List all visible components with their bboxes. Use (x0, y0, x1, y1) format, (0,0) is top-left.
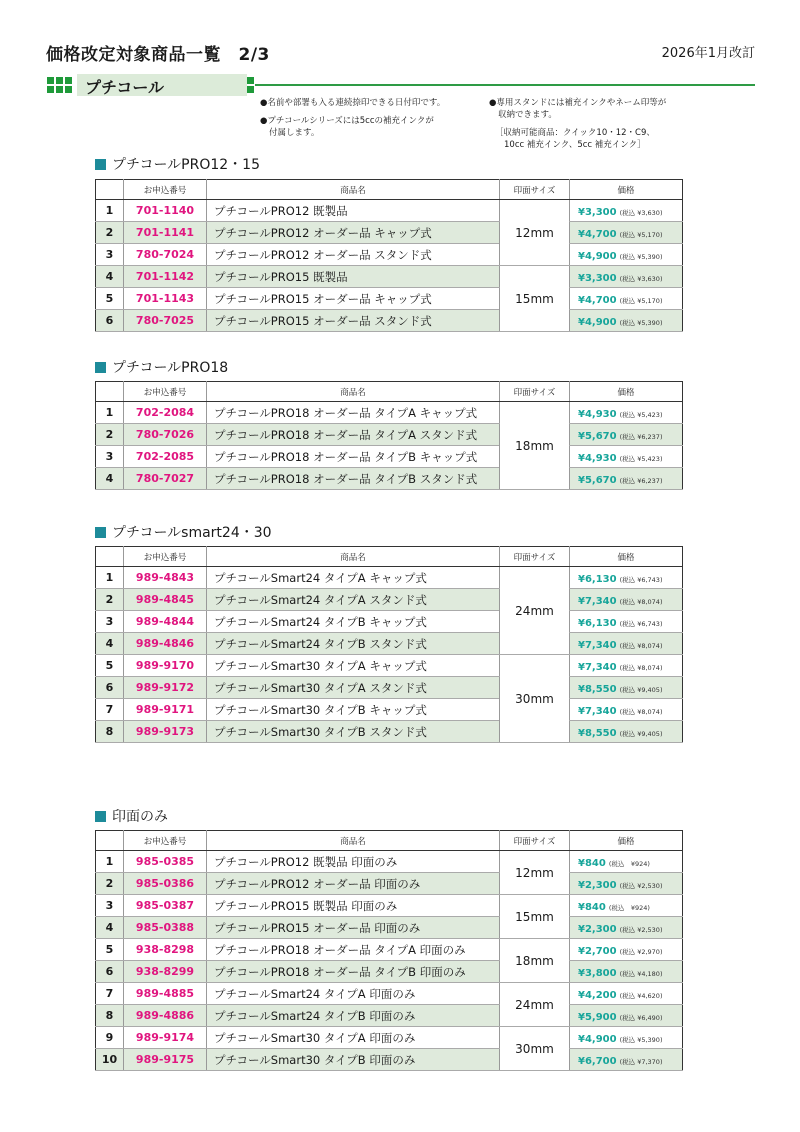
note-line: ●専用スタンドには補充インクやネーム印等が (489, 98, 667, 108)
order-code: 780-7024 (124, 244, 207, 266)
product-name: プチコールSmart24 タイプA 印面のみ (207, 983, 500, 1005)
price-cell (570, 677, 683, 699)
row-number: 4 (96, 633, 124, 655)
table-row (96, 402, 683, 424)
price-cell (570, 721, 683, 743)
col-price-header: 価格 (570, 831, 683, 851)
print-size: 12mm (500, 851, 570, 895)
price-value: ¥6,700 (578, 1055, 617, 1067)
row-number: 3 (96, 244, 124, 266)
table-row (96, 677, 683, 699)
order-code: 989-4844 (124, 611, 207, 633)
print-size: 18mm (500, 402, 570, 490)
price-value: ¥4,930 (578, 452, 617, 464)
col-code-header: お申込番号 (124, 382, 207, 402)
col-size-header: 印面サイズ (500, 382, 570, 402)
price-tax-included: (税込 ¥6,743) (619, 575, 663, 584)
price-cell (570, 611, 683, 633)
product-name: プチコールPRO12 既製品 印面のみ (207, 851, 500, 873)
price-cell (570, 200, 683, 222)
product-name: プチコールPRO15 オーダー品 スタンド式 (207, 310, 500, 332)
table-row (96, 633, 683, 655)
price-cell (570, 222, 683, 244)
section-label-box (77, 74, 247, 96)
row-number: 1 (96, 402, 124, 424)
price-tax-included: (税込 ¥9,405) (619, 685, 663, 694)
price-value: ¥4,200 (578, 989, 617, 1001)
price-cell (570, 567, 683, 589)
order-code: 985-0386 (124, 873, 207, 895)
print-size: 18mm (500, 939, 570, 983)
price-tax-included: (税込 ¥5,170) (619, 230, 663, 239)
price-tax-included: (税込 ¥8,074) (619, 597, 663, 606)
price-cell (570, 1049, 683, 1071)
price-tax-included: (税込 ¥924) (608, 859, 650, 868)
table-row (96, 424, 683, 446)
price-value: ¥2,300 (578, 923, 617, 935)
order-code: 989-9175 (124, 1049, 207, 1071)
price-tax-included: (税込 ¥2,530) (619, 925, 663, 934)
price-cell (570, 917, 683, 939)
price-tax-included: (税込 ¥5,423) (619, 454, 663, 463)
order-code: 702-2084 (124, 402, 207, 424)
price-value: ¥840 (578, 901, 606, 913)
table-row (96, 310, 683, 332)
table-title: プチコールsmart24・30 (112, 525, 272, 541)
row-number: 7 (96, 983, 124, 1005)
price-cell (570, 983, 683, 1005)
col-price-header: 価格 (570, 382, 683, 402)
price-value: ¥3,800 (578, 967, 617, 979)
row-number: 2 (96, 589, 124, 611)
price-value: ¥6,130 (578, 617, 617, 629)
price-value: ¥8,550 (578, 683, 617, 695)
print-size: 12mm (500, 200, 570, 266)
product-name: プチコールSmart24 タイプB 印面のみ (207, 1005, 500, 1027)
product-name: プチコールPRO15 オーダー品 印面のみ (207, 917, 500, 939)
price-value: ¥7,340 (578, 639, 617, 651)
heading-square-icon (95, 362, 106, 373)
print-size: 30mm (500, 1027, 570, 1071)
table-row (96, 589, 683, 611)
order-code: 780-7027 (124, 468, 207, 490)
table-row (96, 222, 683, 244)
product-name: プチコールSmart24 タイプA スタンド式 (207, 589, 500, 611)
price-value: ¥3,300 (578, 206, 617, 218)
table-row (96, 1027, 683, 1049)
order-code: 780-7025 (124, 310, 207, 332)
order-code: 780-7026 (124, 424, 207, 446)
order-code: 989-4843 (124, 567, 207, 589)
price-cell (570, 446, 683, 468)
price-cell (570, 402, 683, 424)
price-cell (570, 895, 683, 917)
table-row (96, 288, 683, 310)
price-cell (570, 851, 683, 873)
col-size-header: 印面サイズ (500, 831, 570, 851)
price-tax-included: (税込 ¥3,630) (619, 208, 663, 217)
print-size: 15mm (500, 895, 570, 939)
price-cell (570, 589, 683, 611)
note-line: 付属します。 (269, 128, 320, 138)
price-tax-included: (税込 ¥6,490) (619, 1013, 663, 1022)
row-number: 5 (96, 655, 124, 677)
table-title: プチコールPRO12・15 (112, 157, 260, 173)
product-name: プチコールPRO12 オーダー品 キャップ式 (207, 222, 500, 244)
order-code: 701-1141 (124, 222, 207, 244)
price-cell (570, 424, 683, 446)
product-name: プチコールPRO18 オーダー品 タイプA キャップ式 (207, 402, 500, 424)
product-name: プチコールPRO18 オーダー品 タイプA スタンド式 (207, 424, 500, 446)
col-size-header: 印面サイズ (500, 180, 570, 200)
col-code-header: お申込番号 (124, 831, 207, 851)
price-tax-included: (税込 ¥8,074) (619, 641, 663, 650)
table-row (96, 611, 683, 633)
revision-date: 2026年1月改訂 (661, 46, 755, 61)
product-name: プチコールSmart30 タイプA キャップ式 (207, 655, 500, 677)
table-heading (95, 357, 228, 377)
price-cell (570, 310, 683, 332)
table-title: 印面のみ (112, 809, 168, 825)
order-code: 989-9172 (124, 677, 207, 699)
price-value: ¥5,900 (578, 1011, 617, 1023)
row-number: 4 (96, 266, 124, 288)
price-table (95, 830, 683, 1071)
order-code: 989-4886 (124, 1005, 207, 1027)
col-price-header: 価格 (570, 547, 683, 567)
product-name: プチコールPRO12 既製品 (207, 200, 500, 222)
product-name: プチコールSmart30 タイプB キャップ式 (207, 699, 500, 721)
price-value: ¥7,340 (578, 705, 617, 717)
note-line: ［収納可能商品：クイック10・12・C9、 (495, 128, 655, 138)
price-tax-included: (税込 ¥6,237) (619, 432, 663, 441)
table-row (96, 895, 683, 917)
heading-square-icon (95, 811, 106, 822)
price-table (95, 546, 683, 743)
product-name: プチコールPRO15 既製品 印面のみ (207, 895, 500, 917)
price-tax-included: (税込 ¥8,074) (619, 663, 663, 672)
table-row (96, 917, 683, 939)
price-cell (570, 961, 683, 983)
price-tax-included: (税込 ¥6,743) (619, 619, 663, 628)
price-value: ¥2,700 (578, 945, 617, 957)
product-name: プチコールPRO18 オーダー品 タイプA 印面のみ (207, 939, 500, 961)
price-value: ¥3,300 (578, 272, 617, 284)
product-name: プチコールPRO18 オーダー品 タイプB 印面のみ (207, 961, 500, 983)
price-cell (570, 633, 683, 655)
product-name: プチコールPRO18 オーダー品 タイプB キャップ式 (207, 446, 500, 468)
price-tax-included: (税込 ¥5,423) (619, 410, 663, 419)
order-code: 701-1142 (124, 266, 207, 288)
col-code-header: お申込番号 (124, 180, 207, 200)
table-row (96, 961, 683, 983)
price-table (95, 179, 683, 332)
price-value: ¥5,670 (578, 474, 617, 486)
order-code: 989-4885 (124, 983, 207, 1005)
row-number: 2 (96, 424, 124, 446)
row-number: 1 (96, 851, 124, 873)
col-no-header (96, 382, 124, 402)
price-tax-included: (税込 ¥7,370) (619, 1057, 663, 1066)
price-cell (570, 1005, 683, 1027)
row-number: 6 (96, 961, 124, 983)
row-number: 1 (96, 200, 124, 222)
price-cell (570, 939, 683, 961)
product-name: プチコールPRO12 オーダー品 スタンド式 (207, 244, 500, 266)
order-code: 989-9173 (124, 721, 207, 743)
row-number: 6 (96, 310, 124, 332)
order-code: 989-4846 (124, 633, 207, 655)
col-code-header: お申込番号 (124, 547, 207, 567)
row-number: 10 (96, 1049, 124, 1071)
row-number: 3 (96, 611, 124, 633)
product-name: プチコールSmart24 タイプA キャップ式 (207, 567, 500, 589)
price-tax-included: (税込 ¥5,390) (619, 1035, 663, 1044)
price-tax-included: (税込 ¥5,170) (619, 296, 663, 305)
price-value: ¥4,700 (578, 228, 617, 240)
row-number: 8 (96, 721, 124, 743)
table-row (96, 567, 683, 589)
order-code: 702-2085 (124, 446, 207, 468)
row-number: 2 (96, 873, 124, 895)
note-line: 10cc 補充インク、5cc 補充インク］ (504, 140, 646, 150)
price-tax-included: (税込 ¥5,390) (619, 318, 663, 327)
price-tax-included: (税込 ¥6,237) (619, 476, 663, 485)
product-name: プチコールSmart30 タイプB スタンド式 (207, 721, 500, 743)
section-banner (47, 74, 755, 96)
price-cell (570, 468, 683, 490)
row-number: 3 (96, 895, 124, 917)
table-row (96, 446, 683, 468)
table-row (96, 1005, 683, 1027)
row-number: 4 (96, 468, 124, 490)
price-value: ¥840 (578, 857, 606, 869)
product-name: プチコールSmart30 タイプA スタンド式 (207, 677, 500, 699)
price-tax-included: (税込 ¥2,530) (619, 881, 663, 890)
row-number: 2 (96, 222, 124, 244)
row-number: 4 (96, 917, 124, 939)
price-cell (570, 655, 683, 677)
row-number: 6 (96, 677, 124, 699)
order-code: 989-9174 (124, 1027, 207, 1049)
banner-blocks-icon (47, 77, 73, 93)
note-line: ●名前や部署も入る連続捺印できる日付印です。 (260, 98, 446, 108)
print-size: 24mm (500, 567, 570, 655)
price-tax-included: (税込 ¥2,970) (619, 947, 663, 956)
price-value: ¥4,900 (578, 250, 617, 262)
price-value: ¥7,340 (578, 661, 617, 673)
price-cell (570, 699, 683, 721)
banner-rule (255, 84, 755, 86)
price-tax-included: (税込 ¥5,390) (619, 252, 663, 261)
col-name-header: 商品名 (207, 180, 500, 200)
order-code: 989-9171 (124, 699, 207, 721)
price-value: ¥4,930 (578, 408, 617, 420)
table-title: プチコールPRO18 (112, 360, 229, 376)
product-name: プチコールSmart24 タイプB スタンド式 (207, 633, 500, 655)
price-value: ¥2,300 (578, 879, 617, 891)
price-table (95, 381, 683, 490)
table-row (96, 983, 683, 1005)
col-no-header (96, 547, 124, 567)
col-no-header (96, 180, 124, 200)
col-name-header: 商品名 (207, 382, 500, 402)
order-code: 985-0385 (124, 851, 207, 873)
table-row (96, 244, 683, 266)
row-number: 5 (96, 939, 124, 961)
table-heading (95, 522, 272, 542)
row-number: 1 (96, 567, 124, 589)
heading-square-icon (95, 159, 106, 170)
price-value: ¥4,900 (578, 1033, 617, 1045)
table-heading (95, 806, 168, 826)
table-heading (95, 154, 260, 174)
order-code: 989-9170 (124, 655, 207, 677)
table-row (96, 200, 683, 222)
price-value: ¥4,900 (578, 316, 617, 328)
table-row (96, 873, 683, 895)
table-row (96, 266, 683, 288)
order-code: 701-1143 (124, 288, 207, 310)
banner-end-icon (247, 77, 254, 93)
row-number: 5 (96, 288, 124, 310)
table-row (96, 655, 683, 677)
page-title: 価格改定対象商品一覧 2/3 (46, 45, 270, 65)
price-cell (570, 266, 683, 288)
row-number: 7 (96, 699, 124, 721)
order-code: 938-8299 (124, 961, 207, 983)
print-size: 24mm (500, 983, 570, 1027)
table-row (96, 1049, 683, 1071)
table-row (96, 699, 683, 721)
price-tax-included: (税込 ¥4,620) (619, 991, 663, 1000)
print-size: 30mm (500, 655, 570, 743)
price-tax-included: (税込 ¥8,074) (619, 707, 663, 716)
col-price-header: 価格 (570, 180, 683, 200)
price-cell (570, 873, 683, 895)
price-value: ¥8,550 (578, 727, 617, 739)
order-code: 701-1140 (124, 200, 207, 222)
product-name: プチコールPRO15 オーダー品 キャップ式 (207, 288, 500, 310)
price-tax-included: (税込 ¥9,405) (619, 729, 663, 738)
order-code: 985-0388 (124, 917, 207, 939)
print-size: 15mm (500, 266, 570, 332)
note-line: ●プチコールシリーズには5ccの補充インクが (260, 116, 434, 126)
table-row (96, 468, 683, 490)
table-row (96, 939, 683, 961)
row-number: 8 (96, 1005, 124, 1027)
price-cell (570, 288, 683, 310)
col-name-header: 商品名 (207, 831, 500, 851)
product-name: プチコールPRO12 オーダー品 印面のみ (207, 873, 500, 895)
col-name-header: 商品名 (207, 547, 500, 567)
product-name: プチコールPRO18 オーダー品 タイプB スタンド式 (207, 468, 500, 490)
product-name: プチコールSmart30 タイプB 印面のみ (207, 1049, 500, 1071)
product-name: プチコールPRO15 既製品 (207, 266, 500, 288)
order-code: 989-4845 (124, 589, 207, 611)
price-tax-included: (税込 ¥3,630) (619, 274, 663, 283)
price-value: ¥6,130 (578, 573, 617, 585)
table-row (96, 721, 683, 743)
col-size-header: 印面サイズ (500, 547, 570, 567)
price-cell (570, 244, 683, 266)
table-row (96, 851, 683, 873)
notes-left (260, 97, 490, 145)
section-label: プチコール (85, 78, 165, 97)
heading-square-icon (95, 527, 106, 538)
col-no-header (96, 831, 124, 851)
notes-right (489, 97, 719, 157)
order-code: 938-8298 (124, 939, 207, 961)
price-value: ¥4,700 (578, 294, 617, 306)
price-value: ¥7,340 (578, 595, 617, 607)
note-line: 収納できます。 (498, 110, 557, 120)
row-number: 3 (96, 446, 124, 468)
price-tax-included: (税込 ¥924) (608, 903, 650, 912)
price-value: ¥5,670 (578, 430, 617, 442)
order-code: 985-0387 (124, 895, 207, 917)
price-cell (570, 1027, 683, 1049)
price-tax-included: (税込 ¥4,180) (619, 969, 663, 978)
row-number: 9 (96, 1027, 124, 1049)
product-name: プチコールSmart30 タイプA 印面のみ (207, 1027, 500, 1049)
product-name: プチコールSmart24 タイプB キャップ式 (207, 611, 500, 633)
